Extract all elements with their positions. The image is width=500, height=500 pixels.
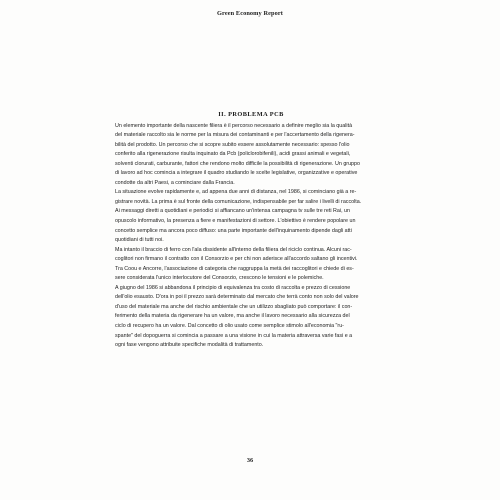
text-line: di lavoro ad hoc comincia a integrare il quadro studiando le scelte legislative, organizzative e operative [115, 170, 358, 177]
page-number: 36 [246, 457, 254, 464]
text-line: spante" del dopoguerra si comincia a passare a una visione in cui la materia attraversa varie fasi e a [115, 332, 353, 339]
text-line: quotidiani di tutti noi. [115, 237, 164, 244]
paragraph [115, 122, 387, 189]
paragraph [115, 188, 387, 245]
text-line: ciclo di recupero ha un valore. Dal concetto di olio usato come semplice stimolo all'economia "ru- [115, 322, 344, 329]
text-line: Tra Coou e Ancorre, l'associazione di categoria che raggruppa la metà dei raccoglitori e chiede di es- [115, 265, 354, 272]
text-line: Ai messaggi diretti a quotidiani e periodici si affiancano un'intensa campagna tv sulle tre reti Rai, un [115, 208, 350, 215]
text-line: Ma intanto il braccio di ferro con l'ala dissidente all'interno della filiera del riciclo continua. Alcuni rac- [115, 246, 352, 253]
text-line: dell'olio esausto. D'ora in poi il prezzo sarà determinato dal mercato che terrà conto non solo del valore [115, 294, 359, 301]
running-head: Green Economy Report [217, 10, 283, 17]
body-text [115, 111, 387, 351]
text-line: A giugno del 1986 si abbandona il principio di equivalenza tra costo di raccolta e prezzo di cessione [115, 284, 351, 291]
paragraph [115, 246, 387, 284]
text-line: condotte da altri Paesi, a cominciare dalla Francia. [115, 179, 235, 186]
text-line: concetto semplice ma ancora poco diffuso: una parte importante dell'inquinamento dipende dagli atti [115, 227, 352, 234]
text-line: solventi clorurati, carburante, fattori che rendono molto difficile la possibilità di rigenerazione. Un gruppo [115, 160, 360, 167]
paragraphs-container [115, 122, 387, 351]
text-line: del materiale raccolto sia le norme per la misura dei contaminanti e per l'accertamento della rigenera- [115, 132, 355, 139]
text-line: gistrare novità. La prima è sul fronte della comunicazione, indispensabile per far salire i livelli di raccolta. [115, 198, 362, 205]
text-line: sere considerata l'unico interlocutore del Consorzio, crescono le tensioni e le polemiche. [115, 275, 324, 282]
text-line: conferito alla rigenerazione risulta inquinato da Pcb (policlorobifenili), acidi grassi animali e vegetali, [115, 151, 351, 158]
text-line: Un elemento importante della nascente filiera è il percorso necessario a definire meglio sia la qualità [115, 122, 353, 129]
text-line: La situazione evolve rapidamente e, ad appena due anni di distanza, nel 1986, si cominciano già a re- [115, 189, 357, 196]
text-line: ferimento della materia da rigenerare ha un valore, ma anche il lavoro necessario alla sicurezza del [115, 313, 350, 320]
text-line: coglitori non firmano il contratto con il Consorzio e per chi non aderisce all'accordo saltano gli incentivi. [115, 256, 358, 263]
text-line: ogni fase vengono attribuite specifiche modalità di trattamento. [115, 342, 264, 349]
section-title: II. PROBLEMA PCB [218, 111, 284, 118]
text-line: d'uso del materiale ma anche del rischio ambientale che un utilizzo sbagliato può comportare: il con- [115, 303, 353, 310]
paragraph [115, 284, 387, 351]
text-line: bilità del prodotto. Un percorso che si scopre subito essere assolutamente necessario: spesso l'olio [115, 141, 350, 148]
text-line: opuscolo informativo, la presenza a fiere e manifestazioni di settore. L'obiettivo è rendere popolare un [115, 217, 356, 224]
